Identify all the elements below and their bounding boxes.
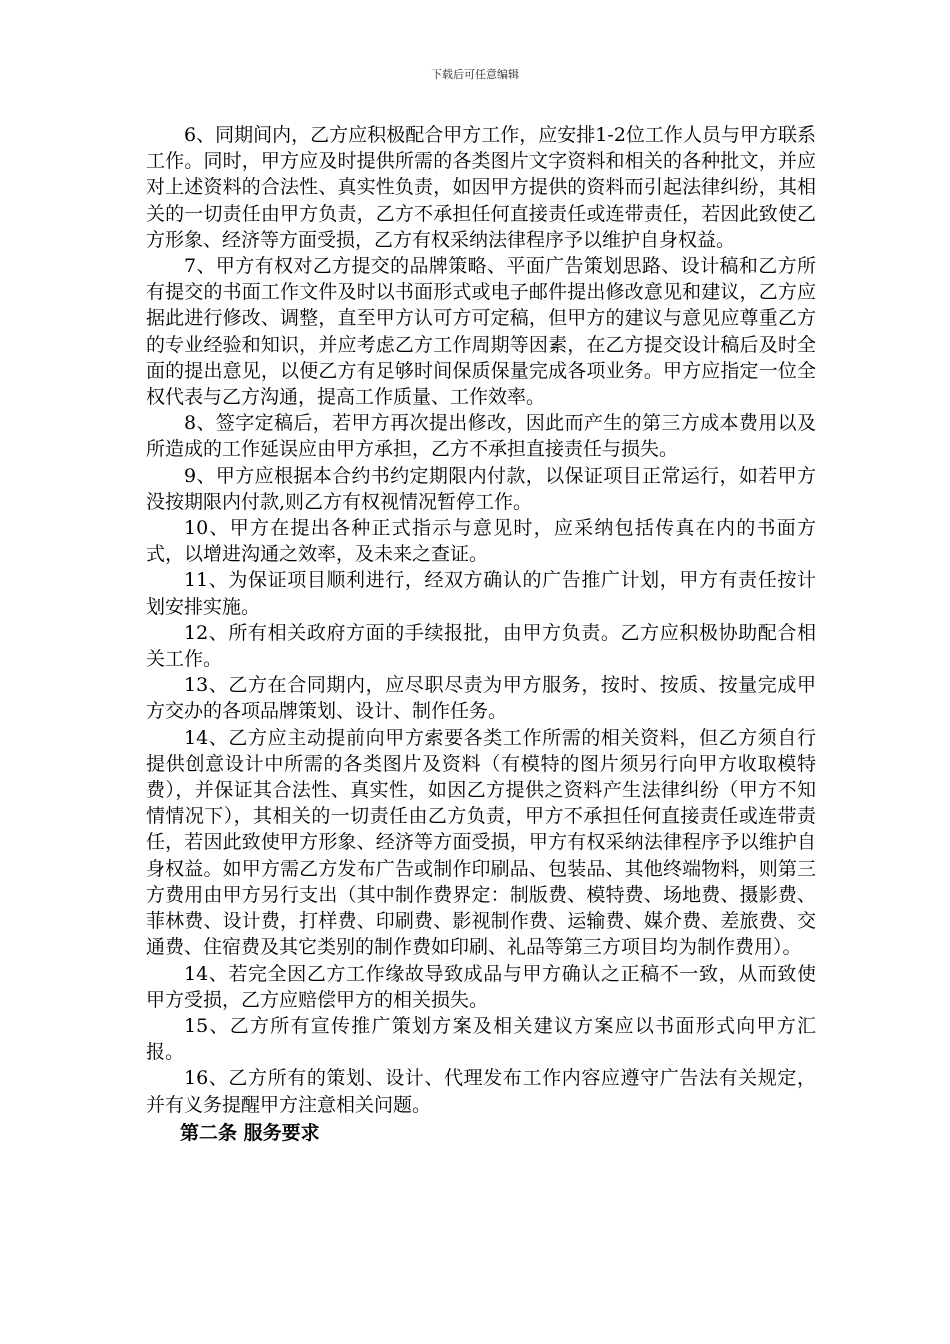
clause-15: 15、乙方所有宣传推广策划方案及相关建议方案应以书面形式向甲方汇报。 <box>146 1014 816 1064</box>
clause-16: 16、乙方所有的策划、设计、代理发布工作内容应遵守广告法有关规定，并有义务提醒甲方注意相关问题。 <box>146 1067 816 1116</box>
clause-14: 14、乙方应主动提前向甲方索要各类工作所需的相关资料，但乙方须自行提供创意设计中所需的各类图片及资料（有模特的图片须另行向甲方收取模特费），并保证其合法性、真实性，如因乙方提供之资料产生法律纠纷（甲方不知情情况下），其相关的一切责任由乙方负责，甲方不承担任何直接责任或连带责任，若因此致使甲方形象、经济等方面受损，甲方有权采纳法律程序予以维护自身权益。如甲方需乙方发布广告或制作印刷品、包装品、其他终端物料，则第三方费用由甲方另行支出（其中制作费界定：制版费、模特费、场地费、摄影费、菲林费、设计费，打样费、印刷费、影视制作费、运输费、媒介费、差旅费、交通费、住宿费及其它类别的制作费如印刷、礼品等第三方项目均为制作费用）。 <box>146 726 816 959</box>
clause-7: 7、甲方有权对乙方提交的品牌策略、平面广告策划思路、设计稿和乙方所有提交的书面工作文件及时以书面形式或电子邮件提出修改意见和建议，乙方应据此进行修改、调整，直至甲方认可方可定稿，但甲方的建议与意见应尊重乙方的专业经验和知识，并应考虑乙方工作周期等因素，在乙方提交设计稿后及时全面的提出意见，以便乙方有足够时间保质保量完成各项业务。甲方应指定一位全权代表与乙方沟通，提高工作质量、工作效率。 <box>146 255 816 409</box>
clause-9: 9、甲方应根据本合约书约定期限内付款，以保证项目正常运行，如若甲方没按期限内付款,则乙方有权视情况暂停工作。 <box>146 464 816 513</box>
clause-12: 12、所有相关政府方面的手续报批，由甲方负责。乙方应积极协助配合相关工作。 <box>146 621 816 671</box>
page-header-note: 下载后可任意编辑 <box>431 68 519 81</box>
section-heading: 第二条 服务要求 <box>180 1121 320 1144</box>
clause-6: 6、同期间内，乙方应积极配合甲方工作，应安排1-2位工作人员与甲方联系工作。同时，甲方应及时提供所需的各类图片文字资料和相关的各种批文，并应对上述资料的合法性、真实性负责，如因甲方提供的资料而引起法律纠纷，其相关的一切责任由甲方负责，乙方不承担任何直接责任或连带责任，若因此致使乙方形象、经济等方面受损，乙方有权采纳法律程序予以维护自身权益。 <box>146 124 816 251</box>
document-body <box>146 122 816 1148</box>
clause-8: 8、签字定稿后，若甲方再次提出修改，因此而产生的第三方成本费用以及所造成的工作延误应由甲方承担，乙方不承担直接责任与损失。 <box>146 412 816 461</box>
clause-11: 11、为保证项目顺利进行，经双方确认的广告推广计划，甲方有责任按计划安排实施。 <box>146 569 816 618</box>
clause-14b: 14、若完全因乙方工作缘故导致成品与甲方确认之正稿不一致，从而致使甲方受损，乙方应赔偿甲方的相关损失。 <box>146 962 816 1011</box>
clause-10: 10、甲方在提出各种正式指示与意见时，应采纳包括传真在内的书面方式，以增进沟通之效率，及未来之查证。 <box>146 517 816 566</box>
clause-13: 13、乙方在合同期内，应尽职尽责为甲方服务，按时、按质、按量完成甲方交办的各项品牌策划、设计、制作任务。 <box>146 674 816 723</box>
